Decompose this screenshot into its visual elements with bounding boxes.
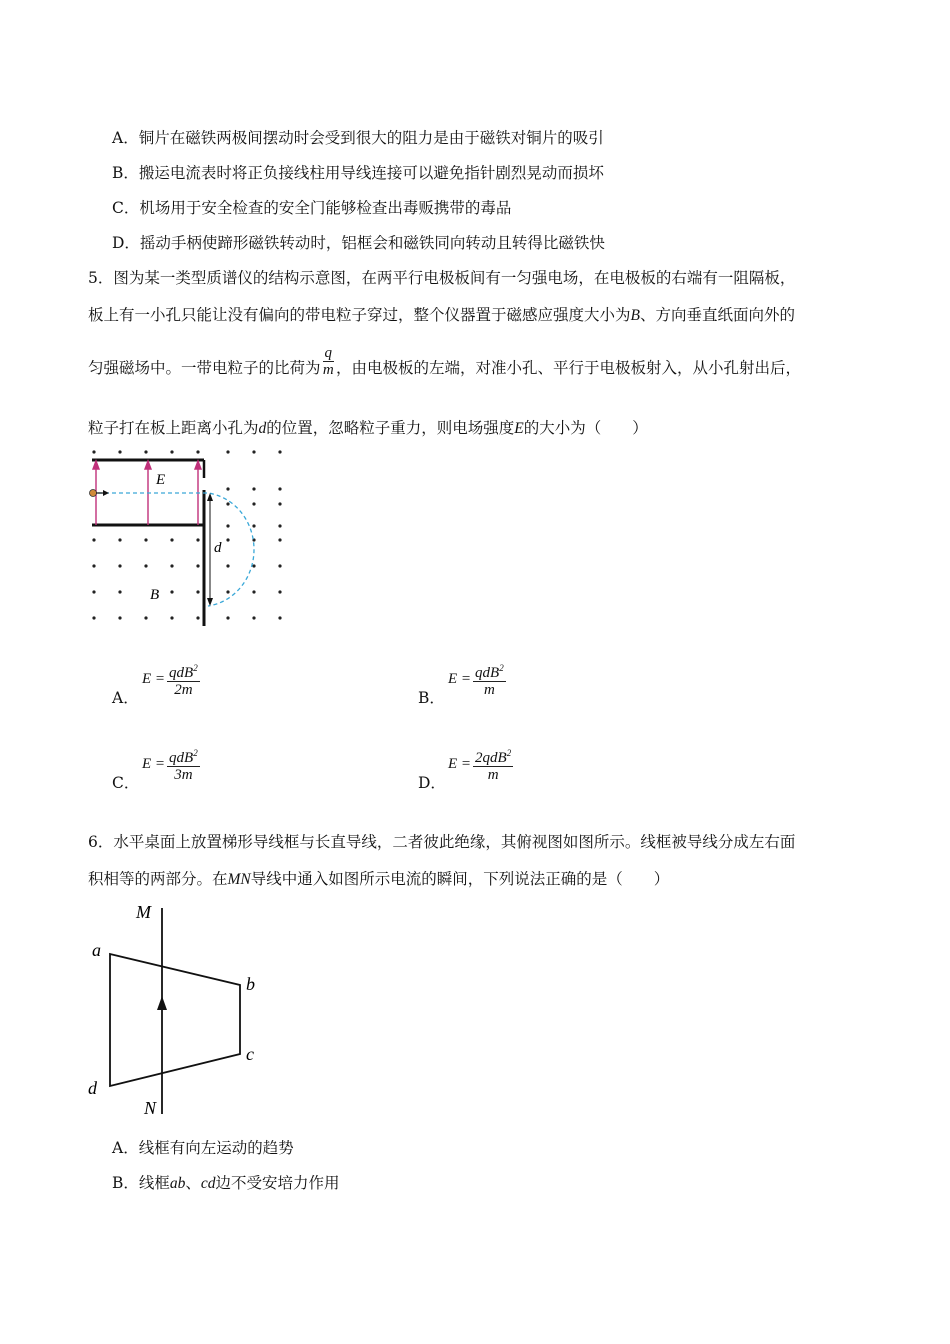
q5-option-c-letter: C． [112, 774, 140, 792]
current-arrow [157, 996, 167, 1010]
label-m: M [136, 902, 151, 922]
q5-option-d-formula: E = $\frac{2qdB^2}{m}$ [448, 745, 515, 783]
q5-stem-line3: 匀强磁场中。一带电粒子的比荷为 $\frac{q}{m}$ ，由电极板的左端，对准小孔、平行于电极板射入，从小孔射出后， [88, 344, 802, 378]
magnetic-field-dots [92, 450, 281, 619]
q5-stem-line4: 粒子打在板上距离小孔为d的位置，忽略粒子重力，则电场强度E的大小为（ ） [88, 419, 648, 437]
label-c: c [246, 1044, 254, 1064]
q4-option-a: A．铜片在磁铁两极间摆动时会受到很大的阻力是由于磁铁对铜片的吸引 [112, 129, 604, 147]
label-b: b [246, 974, 255, 994]
q5-option-b-letter: B． [418, 689, 445, 707]
q5-stem-line1: 5．图为某一类型质谱仪的结构示意图，在两平行电极板间有一匀强电场，在电极板的右端有一阻隔板， [88, 269, 796, 287]
q6-stem-line2: 积相等的两部分。在MN导线中通入如图所示电流的瞬间，下列说法正确的是（ ） [88, 870, 670, 888]
charge-mass-ratio: $\frac{q}{m}$ [322, 344, 334, 378]
q6-stem-line1: 6．水平桌面上放置梯形导线框与长直导线，二者彼此绝缘，其俯视图如图所示。线框被导线分成左右面 [88, 833, 796, 851]
q5-option-a-letter: A． [112, 689, 139, 707]
label-b: B [150, 587, 160, 603]
label-d: d [214, 540, 222, 556]
q5-stem-line2: 板上有一小孔只能让没有偏向的带电粒子穿过，整个仪器置于磁感应强度大小为B、方向垂直纸面向外的 [88, 306, 795, 324]
label-e: E [156, 472, 166, 488]
q5-option-b-formula: E = $\frac{qdB^2}{m}$ [448, 660, 508, 698]
q4-option-b: B．搬运电流表时将正负接线柱用导线连接可以避免指针剧烈晃动而损坏 [112, 164, 604, 182]
q4-option-c: C．机场用于安全检查的安全门能够检查出毒贩携带的毒品 [112, 199, 512, 217]
particle-path [98, 493, 254, 606]
trapezoid-loop-figure [84, 900, 274, 1120]
q4-option-d: D．摇动手柄使蹄形磁铁转动时，铝框会和磁铁同向转动且转得比磁铁快 [112, 234, 605, 252]
trapezoid-loop [110, 954, 240, 1086]
mass-spectrometer-figure [84, 444, 294, 634]
label-a: a [92, 940, 101, 960]
q6-option-a: A．线框有向左运动的趋势 [112, 1139, 294, 1157]
q5-option-a-formula: E = $\frac{qdB^2}{2m}$ [142, 660, 202, 698]
charged-particle [90, 490, 97, 497]
q5-option-d-letter: D． [418, 774, 446, 792]
q5-option-c-formula: E = $\frac{qdB^2}{3m}$ [142, 745, 202, 783]
label-d: d [88, 1078, 97, 1098]
label-n: N [144, 1098, 157, 1118]
q6-option-b: B．线框ab、cd边不受安培力作用 [112, 1174, 340, 1192]
